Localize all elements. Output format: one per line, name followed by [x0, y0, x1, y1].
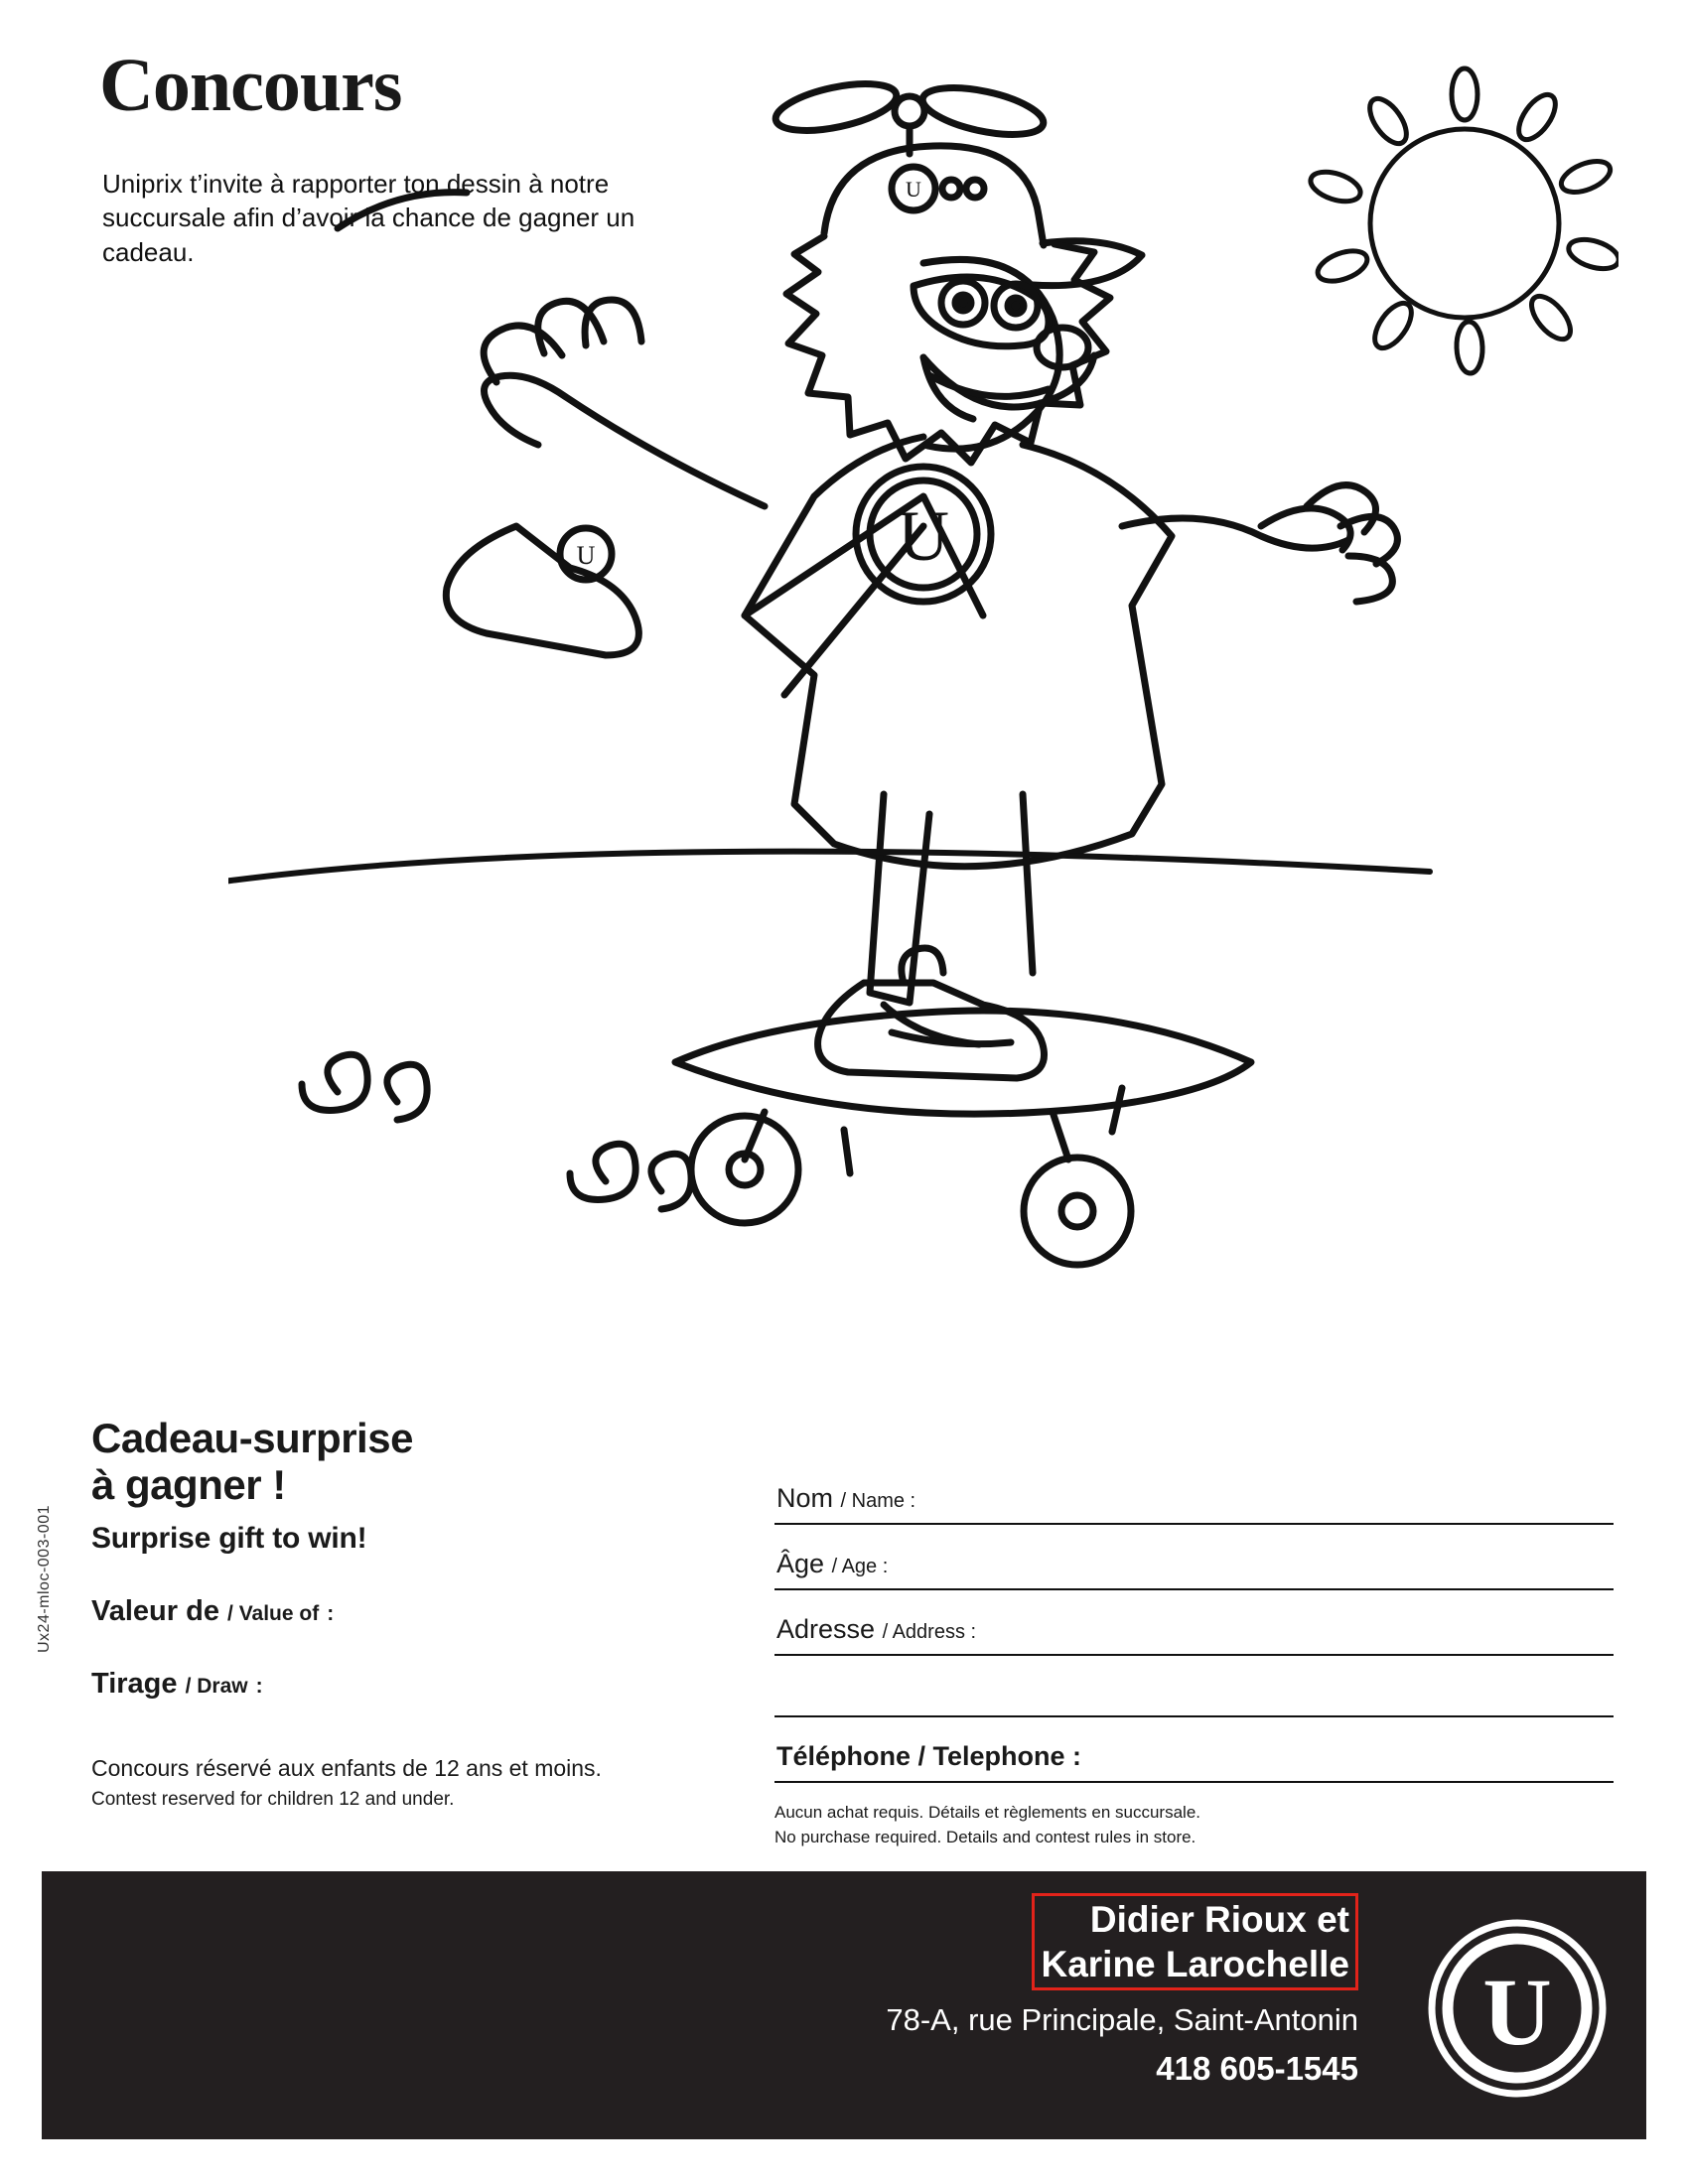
name-label-fr: Nom: [776, 1483, 834, 1513]
value-label-fr: Valeur de: [91, 1595, 219, 1628]
age-label-en: / Age :: [831, 1556, 889, 1577]
disclaimer: [774, 1801, 1614, 1849]
value-label-en: / Value of: [227, 1602, 320, 1626]
disclaimer-fr: Aucun achat requis. Détails et règlements en succursale.: [774, 1803, 1201, 1822]
intro-text: Uniprix t’invite à rapporter ton dessin à notre succursale afin d’avoir la chance de gagner un cadeau.: [102, 169, 635, 267]
restriction-en: Contest reserved for children 12 and under.: [91, 1788, 455, 1810]
footer-text: [663, 1893, 1358, 2088]
prize-title-en: Surprise gift to win!: [91, 1522, 367, 1556]
svg-text:U: U: [906, 177, 921, 202]
phone-label: Téléphone / Telephone :: [776, 1741, 1082, 1771]
pharmacist-line1: Didier Rioux et: [1089, 1899, 1349, 1940]
value-colon: :: [327, 1602, 335, 1626]
page-title: Concours: [99, 44, 402, 127]
address-line2-field[interactable]: [774, 1656, 1614, 1717]
prize-title-fr-line1: Cadeau-surprise: [91, 1415, 413, 1461]
uniprix-logo-icon: [1428, 1919, 1607, 2098]
prize-title-fr: [91, 1415, 707, 1508]
disclaimer-en: No purchase required. Details and contest rules in store.: [774, 1827, 1196, 1846]
svg-text:U: U: [898, 496, 949, 576]
draw-label-en: / Draw: [185, 1675, 248, 1699]
age-field[interactable]: [774, 1525, 1614, 1590]
name-label-en: / Name :: [840, 1490, 916, 1512]
store-phone: 418 605-1545: [1156, 2050, 1358, 2088]
draw-label-fr: Tirage: [91, 1668, 178, 1701]
document-code: Ux24-mloc-003-001: [36, 1504, 53, 1653]
svg-text:U: U: [576, 541, 596, 570]
draw-line: [91, 1668, 707, 1701]
address-field[interactable]: [774, 1590, 1614, 1656]
address-label-en: / Address :: [882, 1621, 977, 1643]
phone-field[interactable]: [774, 1717, 1614, 1783]
uniprix-bear-mascot-skateboard: [228, 60, 1450, 1400]
prize-title-fr-line2: à gagner !: [91, 1461, 286, 1509]
pharmacist-line2: Karine Larochelle: [1041, 1944, 1349, 1985]
footer-bar: [42, 1871, 1646, 2139]
prize-block: [91, 1415, 707, 1811]
svg-text:U: U: [1482, 1959, 1552, 2065]
name-field[interactable]: [774, 1459, 1614, 1525]
store-address: [663, 2002, 1358, 2038]
restriction-fr: Concours réservé aux enfants de 12 ans et moins.: [91, 1755, 602, 1782]
address-street: 78-A, rue Principale,: [886, 2002, 1166, 2038]
address-label-fr: Adresse: [776, 1614, 876, 1644]
draw-colon: :: [255, 1675, 263, 1699]
entry-form: [774, 1459, 1614, 1849]
pharmacists-names: [1032, 1893, 1358, 1990]
address-city: Saint-Antonin: [1173, 2002, 1358, 2038]
age-label-fr: Âge: [776, 1549, 825, 1578]
value-line: [91, 1595, 707, 1628]
